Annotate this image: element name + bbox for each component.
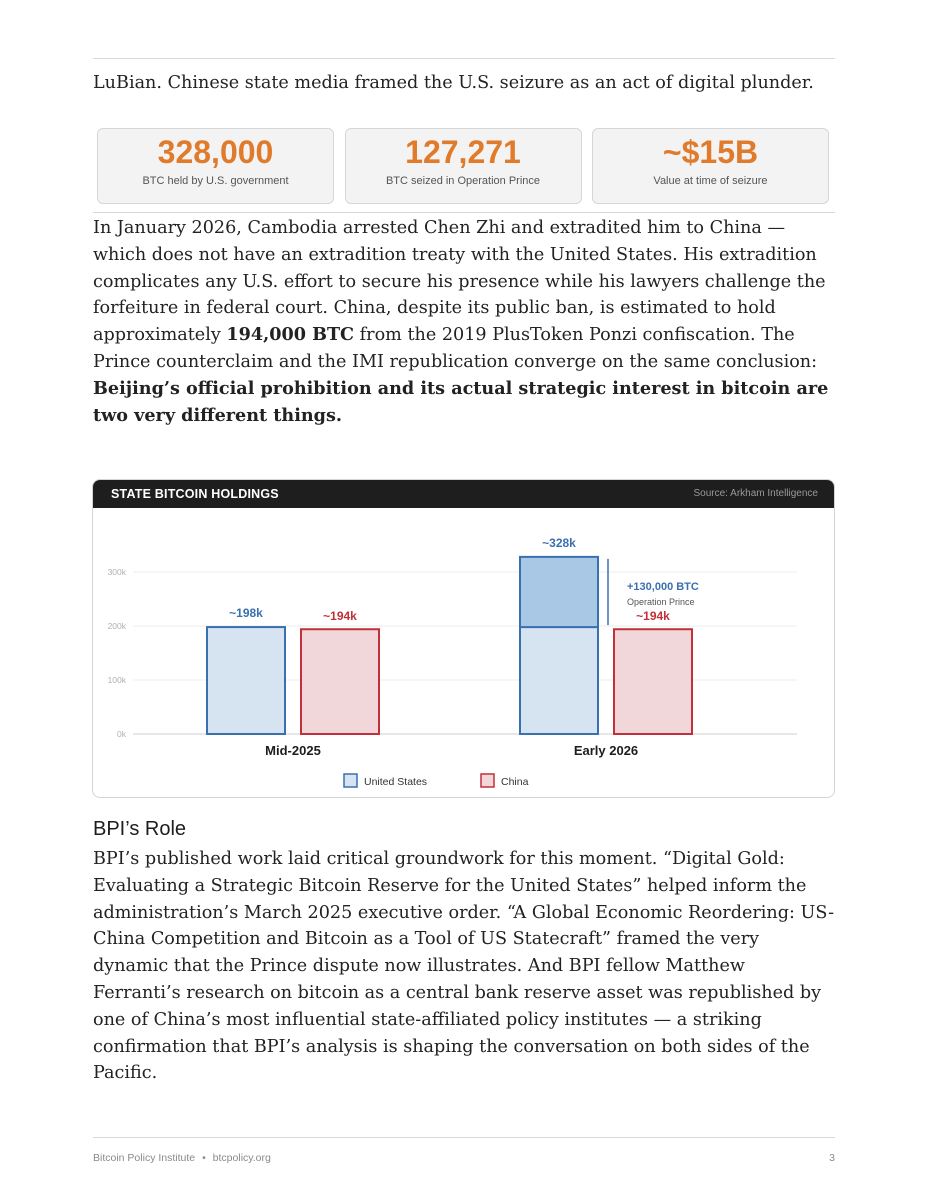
chart-source: Source: Arkham Intelligence xyxy=(693,488,818,499)
body-paragraph-extradition xyxy=(93,215,835,429)
paragraph-text: from the 2019 PlusToken Ponzi confiscation. The Prince counterclaim and the IMI republication converge on the same conclusion: xyxy=(93,325,818,372)
china-data-label: ~194k xyxy=(636,609,670,624)
chart-plot xyxy=(93,480,835,798)
page-number: 3 xyxy=(829,1152,835,1164)
footer xyxy=(93,1152,835,1164)
legend-swatch-china xyxy=(481,774,494,787)
footer-org: Bitcoin Policy Institute xyxy=(93,1152,196,1164)
stat-card-us-holdings xyxy=(97,128,334,204)
legend-label-china: China xyxy=(501,776,529,788)
top-rule xyxy=(93,58,835,59)
us-bar xyxy=(207,627,285,734)
y-tick-label: 200k xyxy=(107,621,126,631)
footer-site-link[interactable]: btcpolicy.org xyxy=(212,1152,271,1164)
y-tick-label: 0k xyxy=(117,729,126,739)
stats-divider xyxy=(93,212,835,213)
x-category-label: Mid-2025 xyxy=(265,743,321,758)
y-tick-label: 300k xyxy=(107,567,126,577)
paragraph-emphasis: Beijing’s official prohibition and its actual strategic interest in bitcoin are two very different things. xyxy=(93,377,829,426)
chart-title: STATE BITCOIN HOLDINGS xyxy=(111,487,279,501)
x-category-label: Early 2026 xyxy=(573,743,639,758)
paragraph-text: In January 2026, Cambodia arrested Chen Zhi and extradited him to China — which does not have an extradition treaty with the United States. His extradition complicates any U.S. effort to secure his presence while his lawyers challenge the forfeiture in federal court. China, despite its public ban, is estimated to hold approximately xyxy=(93,218,826,346)
paragraph-emphasis: 194,000 BTC xyxy=(226,324,355,346)
annotation-label: Operation Prince xyxy=(627,596,695,607)
legend-swatch-us xyxy=(344,774,357,787)
intro-closing-line: LuBian. Chinese state media framed the U.S. seizure as an act of digital plunder. xyxy=(93,73,814,93)
stat-value: ~$15B xyxy=(662,134,759,170)
us-bar xyxy=(520,627,598,734)
state-holdings-chart xyxy=(92,479,835,798)
stats-row xyxy=(97,128,829,204)
annotation-value: +130,000 BTC xyxy=(627,580,699,593)
section-heading: BPI’s Role xyxy=(93,818,187,840)
stat-label: BTC held by U.S. government xyxy=(142,175,289,187)
legend-label-us: United States xyxy=(364,776,428,788)
stat-value: 328,000 xyxy=(157,134,274,170)
us-bar-added-segment xyxy=(520,557,598,627)
y-tick-label: 100k xyxy=(107,675,126,685)
stat-label: BTC seized in Operation Prince xyxy=(385,175,541,187)
us-data-label: ~198k xyxy=(229,606,263,621)
body-paragraph-bpi-role: BPI’s published work laid critical groundwork for this moment. “Digital Gold: Evaluating a Strategic Bitcoin Reserve for the United States” helped inform the administration’s March 2025 executive order. “A Global Economic Reordering: US-China Competition and Bitcoin as a Tool of US Statecraft” framed the very dynamic that the Prince dispute now illustrates. And BPI fellow Matthew Ferranti’s research on bitcoin as a central bank reserve asset was republished by one of China’s most influential state-affiliated policy institutes — a striking confirmation that BPI’s analysis is shaping the conversation on both sides of the Pacific. xyxy=(93,849,835,1084)
stat-card-operation-prince xyxy=(345,128,582,204)
china-data-label: ~194k xyxy=(323,609,357,624)
us-data-label: ~328k xyxy=(542,535,576,550)
china-bar xyxy=(614,629,692,734)
stat-card-seizure-value xyxy=(592,128,829,204)
china-bar xyxy=(301,629,379,734)
stat-label: Value at time of seizure xyxy=(653,175,768,187)
footer-separator: • xyxy=(202,1152,206,1164)
stat-value: 127,271 xyxy=(405,134,521,170)
footer-rule xyxy=(93,1137,835,1138)
